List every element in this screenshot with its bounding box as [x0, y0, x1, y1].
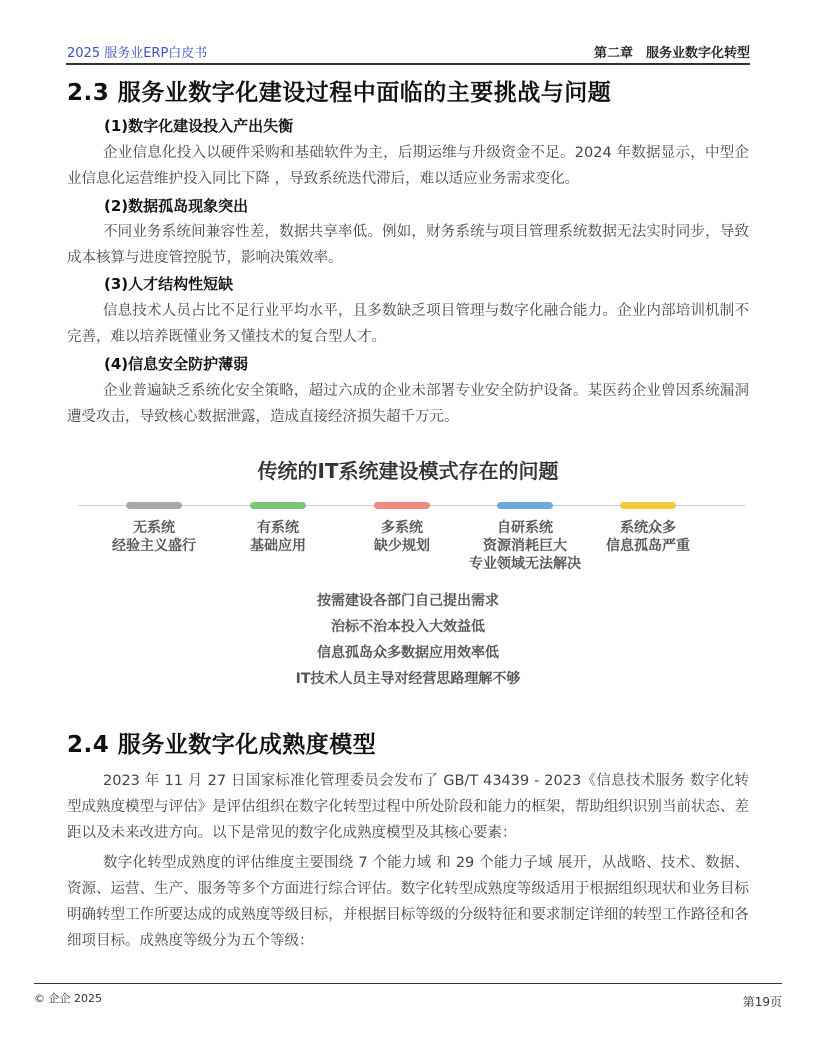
challenge-1-heading: (1)数字化建设投入产出失衡 [104, 117, 294, 135]
problem-4: IT技术人员主导对经营思路理解不够 [295, 671, 521, 687]
stage-2-bar [250, 502, 306, 509]
footer-copyright: © 企企 2025 [34, 992, 102, 1005]
challenge-4-heading: (4)信息安全防护薄弱 [104, 355, 249, 373]
challenge-4-text: 企业普遍缺乏系统化安全策略，超过六成的企业未部署专业安全防护设备。某医药企业曾因系统漏洞遭受攻击，导致核心数据泄露，造成直接经济损失超千万元。 [67, 383, 749, 425]
problem-2: 治标不治本投入大效益低 [331, 619, 485, 635]
stage-5-bar [620, 502, 676, 509]
stage-4-bar [497, 502, 553, 509]
challenge-1-text: 企业信息化投入以硬件采购和基础软件为主，后期运维与升级资金不足。2024 年数据显示，中型企业信息化运营维护投入同比下降 ，导致系统迭代滞后，难以适应业务需求变化。 [67, 145, 749, 187]
stage-2-label: 有系统 基础应用 [250, 520, 306, 554]
stage-4-label: 自研系统 资源消耗巨大 专业领域无法解决 [469, 520, 581, 572]
problem-3: 信息孤岛众多数据应用效率低 [317, 645, 499, 661]
problem-1: 按需建设各部门自己提出需求 [317, 593, 499, 609]
stage-3-label: 多系统 缺少规划 [374, 520, 430, 554]
stage-1-label: 无系统 经验主义盛行 [112, 520, 196, 554]
stage-5-label: 系统众多 信息孤岛严重 [606, 520, 690, 554]
page-number: 第19页 [742, 995, 782, 1009]
maturity-dimensions-paragraph: 数字化转型成熟度的评估维度主要围绕 7 个能力域 和 29 个能力子域 展开，从战略、技术、数据、资源、运营、生产、服务等多个方面进行综合评估。数字化转型成熟度等级适用于根据组织现状和业务目标明确转型工作所要达成的成熟度等级目标，并根据目标等级的分级特征和要求制定详细的转型工作路径和各细项目标。成熟度等级分为五个等级： [67, 855, 749, 949]
challenge-3-text: 信息技术人员占比不足行业平均水平，且多数缺乏项目管理与数字化融合能力。企业内部培训机制不完善，难以培养既懂业务又懂技术的复合型人才。 [67, 303, 749, 345]
maturity-intro-paragraph: 2023 年 11 月 27 日国家标准化管理委员会发布了 GB/T 43439 - 2023《信息技术服务 数字化转型成熟度模型与评估》是评估组织在数字化转型过程中所处阶段和能力的框架，帮助组织识别当前状态、差距以及未来改进方向。以下是常见的数字化成熟度模型及其核心要素： [67, 773, 749, 841]
challenge-2-heading: (2)数据孤岛现象突出 [104, 197, 249, 215]
challenge-2-text: 不同业务系统间兼容性差，数据共享率低。例如，财务系统与项目管理系统数据无法实时同步，导致成本核算与进度管控脱节，影响决策效率。 [67, 224, 749, 266]
section-2-4-title: 2.4 服务业数字化成熟度模型 [67, 732, 377, 758]
infographic-title: 传统的IT系统建设模式存在的问题 [257, 459, 559, 483]
challenge-3-heading: (3)人才结构性短缺 [104, 275, 234, 293]
stage-3-bar [374, 502, 430, 509]
section-2-3-title: 2.3 服务业数字化建设过程中面临的主要挑战与问题 [67, 80, 612, 106]
header-chapter: 第二章 服务业数字化转型 [593, 46, 750, 61]
header-title: 2025 服务业ERP白皮书 [67, 46, 208, 61]
footer-divider [34, 983, 782, 984]
header-divider [66, 63, 750, 65]
stage-1-bar [126, 502, 182, 509]
